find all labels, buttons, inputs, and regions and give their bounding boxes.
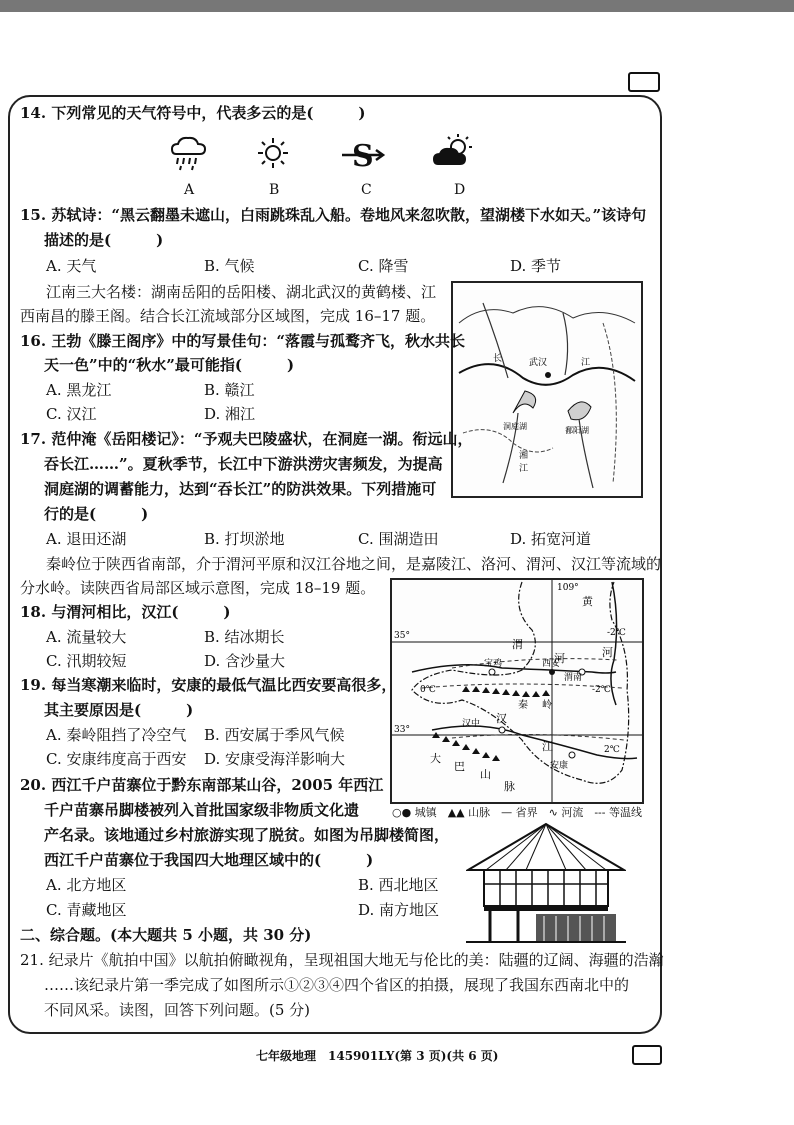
q15-option-d: D. 季节 (510, 257, 562, 275)
q14-letter-c: C (361, 182, 372, 198)
map2-iso2: 0℃ (420, 685, 436, 695)
partly-cloudy-icon (432, 132, 478, 170)
sandstorm-icon (340, 136, 386, 172)
q19-option-a: A. 秦岭阻挡了冷空气 (46, 726, 187, 744)
q14-letter-a: A (184, 182, 195, 198)
q15-stem-line1: 15. 苏轼诗：“黑云翻墨未遮山，白雨跳珠乱入船。卷地风来忽吹散，望湖楼下水如天。”该诗句 (20, 206, 647, 224)
map2-weinan: 渭南 (564, 673, 583, 683)
shaanxi-region-map (390, 578, 644, 804)
q21-stem-line3: 不同风采。读图，回答下列问题。(5 分) (44, 1001, 311, 1019)
q17-stem-line3: 洞庭湖的调蓄能力，达到“吞长江”的防洪效果。下列措施可 (44, 480, 437, 498)
q17-stem-line4: 行的是( ) (44, 505, 149, 523)
map2-he: 河 (554, 652, 565, 665)
yangtze-region-map (451, 281, 643, 498)
map2-hanzhong: 汉中 (462, 719, 481, 729)
map2-ankang: 安康 (550, 761, 569, 771)
map1-dongting: 洞庭湖 (503, 422, 527, 431)
page-footer: 七年级地理 145901LY(第 3 页)(共 6 页) (256, 1049, 499, 1063)
intro18-line1: 秦岭位于陕西省南部，介于渭河平原和汉江谷地之间，是嘉陵江、洛河、渭河、汉江等流域的 (46, 555, 662, 573)
q18-option-c: C. 汛期较短 (46, 652, 127, 670)
q20-stem-line1: 20. 西江千户苗寨位于黔东南部某山谷，2005 年西江 (20, 776, 384, 794)
q19-option-b: B. 西安属于季风气候 (204, 726, 345, 744)
q17-option-d: D. 拓宽河道 (510, 530, 592, 548)
q14-stem: 14. 下列常见的天气符号中，代表多云的是( ) (20, 104, 366, 122)
q21-stem-line2: ……该纪录片第一季完成了如图所示①②③④四个省区的拍摄，展现了我国东西南北中的 (44, 976, 630, 994)
q17-option-c: C. 围湖造田 (358, 530, 439, 548)
map1-wuhan: 武汉 (529, 358, 548, 368)
svg-text:S: S (352, 139, 374, 172)
q21-stem-line1: 21. 纪录片《航拍中国》以航拍俯瞰视角，呈现祖国大地无与伦比的美：陆疆的辽阔、海疆的浩瀚 (20, 951, 664, 969)
map2-ling: 岭 (542, 700, 552, 711)
intro16-line1: 江南三大名楼：湖南岳阳的岳阳楼、湖北武汉的黄鹤楼、江 (46, 283, 437, 301)
q14-letter-b: B (269, 182, 280, 198)
q20-option-c: C. 青藏地区 (46, 901, 127, 919)
map2-lon: 109° (557, 583, 579, 593)
q15-stem-line2: 描述的是( ) (44, 231, 164, 249)
q20-stem-line4: 西江千户苗寨位于我国四大地理区域中的( ) (44, 851, 374, 869)
scan-top-edge (0, 0, 794, 12)
q18-option-b: B. 结冰期长 (204, 628, 285, 646)
map2-qin: 秦 (518, 700, 528, 711)
map2-legend: ○● 城镇 ▲▲ 山脉 — 省界 ∿ 河流 --- 等温线 (392, 806, 642, 819)
q16-option-b: B. 赣江 (204, 381, 255, 399)
map1-chang: 长 (493, 354, 503, 364)
sun-icon (256, 136, 290, 170)
q16-stem-line2: 天一色”中的“秋水”最可能指( ) (44, 356, 295, 374)
q19-stem-line1: 19. 每当寒潮来临时，安康的最低气温比西安要高很多， (20, 676, 397, 694)
q19-stem-line2: 其主要原因是( ) (44, 701, 194, 719)
map2-iso3: -2℃ (592, 685, 611, 695)
map2-mai: 脉 (504, 780, 515, 793)
intro18-line2: 分水岭。读陕西省局部区域示意图，完成 18–19 题。 (20, 579, 376, 597)
map2-iso4: 2℃ (604, 745, 620, 755)
map2-lat1: 35° (394, 631, 410, 641)
map2-ba: 巴 (454, 760, 465, 773)
q18-option-d: D. 含沙量大 (204, 652, 286, 670)
map2-baoji: 宝鸡 (484, 659, 503, 669)
q16-option-d: D. 湘江 (204, 405, 256, 423)
map2-da: 大 (430, 752, 441, 765)
map2-han: 汉 (496, 712, 507, 725)
rain-cloud-icon (168, 134, 210, 172)
stilt-house-illustration (466, 822, 626, 944)
q17-option-b: B. 打坝淤地 (204, 530, 285, 548)
map1-xiang: 湘 (519, 451, 529, 461)
map2-shan: 山 (480, 768, 491, 781)
q17-option-a: A. 退田还湖 (46, 530, 127, 548)
q15-option-a: A. 天气 (46, 257, 97, 275)
q17-stem-line1: 17. 范仲淹《岳阳楼记》：“予观夫巴陵盛状，在洞庭一湖。衔远山， (20, 430, 473, 448)
map1-jiang1: 江 (581, 358, 591, 368)
q18-stem: 18. 与渭河相比，汉江( ) (20, 603, 231, 621)
q20-stem-line3: 产名录。该地通过乡村旅游实现了脱贫。如图为吊脚楼简图， (44, 826, 450, 844)
map2-iso1: -2℃ (607, 628, 626, 638)
q16-option-a: A. 黑龙江 (46, 381, 112, 399)
map2-wei: 渭 (512, 638, 523, 651)
q20-option-a: A. 北方地区 (46, 876, 127, 894)
q20-stem-line2: 千户苗寨吊脚楼被列入首批国家级非物质文化遗 (44, 801, 360, 819)
q20-option-d: D. 南方地区 (358, 901, 440, 919)
map2-xian: 西安 (542, 659, 561, 669)
q19-option-c: C. 安康纬度高于西安 (46, 750, 187, 768)
q15-option-c: C. 降雪 (358, 257, 409, 275)
map2-he2: 河 (602, 646, 613, 659)
section2-heading: 二、综合题。(本大题共 5 小题，共 30 分) (20, 926, 312, 944)
map1-jiang2: 江 (519, 464, 529, 474)
q18-option-a: A. 流量较大 (46, 628, 127, 646)
q20-option-b: B. 西北地区 (358, 876, 439, 894)
q16-stem-line1: 16. 王勃《滕王阁序》中的写景佳句：“落霞与孤鹜齐飞，秋水共长 (20, 332, 465, 350)
q17-stem-line2: 吞长江……”。夏秋季节，长江中下游洪涝灾害频发，为提高 (44, 455, 443, 473)
map2-jiang: 江 (542, 740, 553, 753)
score-box-top (628, 72, 660, 92)
score-box-bottom (632, 1045, 662, 1065)
q14-letter-d: D (454, 182, 466, 198)
map2-lat2: 33° (394, 725, 410, 735)
q19-option-d: D. 安康受海洋影响大 (204, 750, 346, 768)
map1-poyang: 鄱阳湖 (565, 426, 589, 435)
q15-option-b: B. 气候 (204, 257, 255, 275)
intro16-line2: 西南昌的滕王阁。结合长江流域部分区域图，完成 16–17 题。 (20, 307, 436, 325)
q16-option-c: C. 汉江 (46, 405, 97, 423)
map2-huang: 黄 (582, 595, 593, 608)
